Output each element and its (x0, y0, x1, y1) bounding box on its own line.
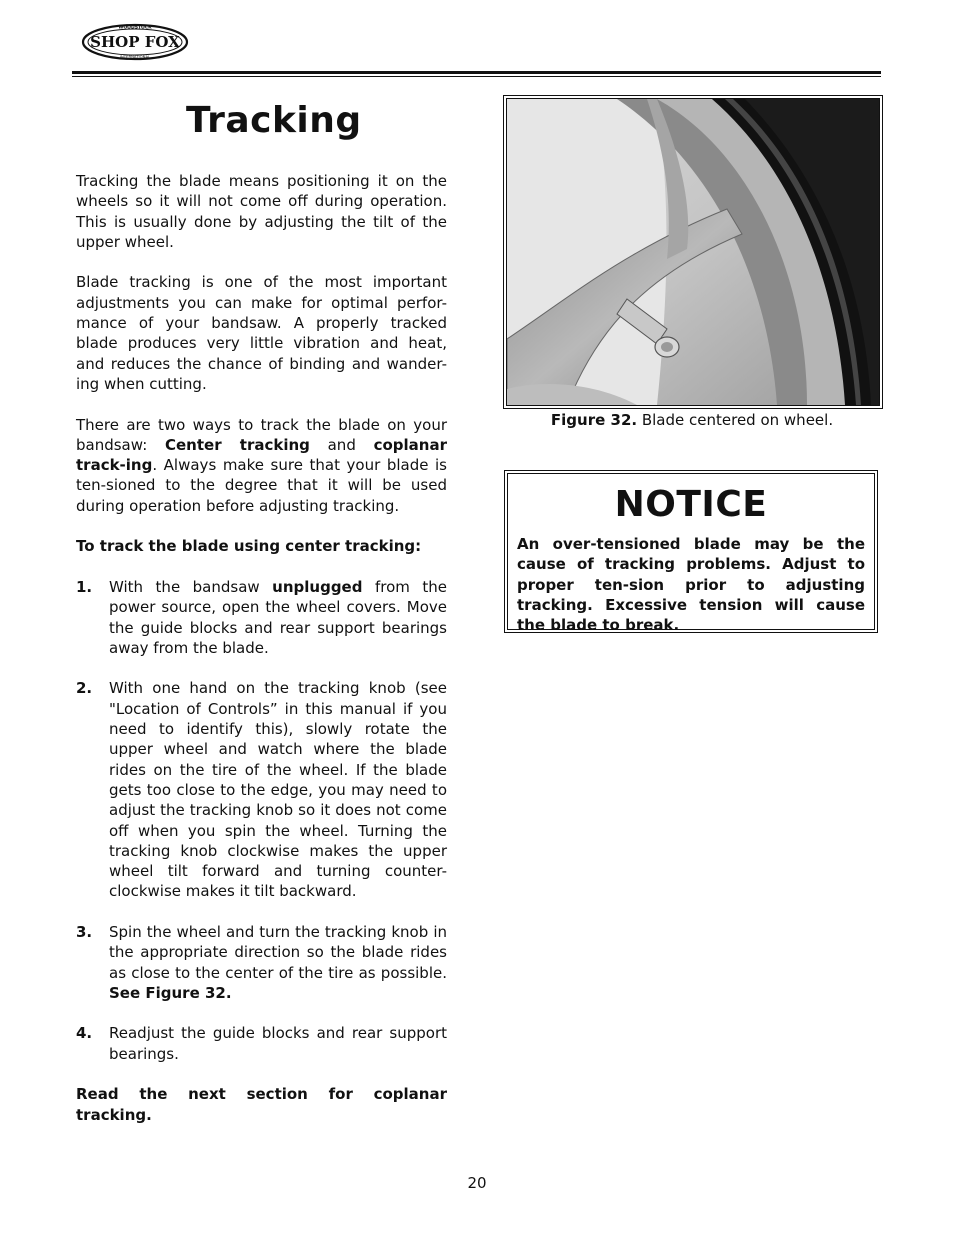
step-4 (76, 1023, 447, 1064)
svg-text:INTERNATIONAL: INTERNATIONAL (119, 54, 151, 59)
header-rule-thin (72, 76, 881, 77)
step-text: Spin the wheel and turn the tracking knob in the appropriate direction so the blade rides as close to the center of the tire as possible. See Figure 32. (109, 922, 447, 1002)
step-number: 3. (76, 922, 93, 941)
procedure-heading: To track the blade using center tracking: (76, 537, 422, 556)
step-1 (76, 577, 447, 658)
notice-title: NOTICE (614, 484, 768, 525)
step-text: With one hand on the tracking knob (see "Location of Controls” in this manual if you need to identify this), slowly rotate the upper wheel and watch where the blade rides on the tire of the wheel. If the blade gets too close to the edge, you may need to adjust the tracking knob so it does not come off when you spin the wheel. Turning the tracking knob clockwise makes the upper wheel tilt forward and turning counter-clockwise makes it tilt backward. (109, 679, 447, 901)
step-3 (76, 922, 447, 1003)
blade-on-wheel-photo (507, 99, 879, 405)
svg-text:WOODSTOCK: WOODSTOCK (118, 25, 152, 31)
closing-note: Read the next section for coplanar tracking. (76, 1085, 447, 1124)
shop-fox-logo (80, 17, 190, 65)
step-number: 2. (76, 679, 93, 698)
step-2 (76, 678, 447, 901)
step-number: 4. (76, 1024, 93, 1043)
step-text: Readjust the guide blocks and rear support bearings. (109, 1024, 447, 1063)
svg-text:SHOP FOX: SHOP FOX (90, 33, 180, 51)
notice-text: An over-tensioned blade may be the cause of tracking problems. Adjust to proper ten-sion prior to adjusting tracking. Excessive tension will cause the blade to break. (517, 535, 865, 635)
body-text-column (76, 171, 447, 1145)
intro-paragraph-3: There are two ways to track the blade on your bandsaw: Center tracking and coplanar track-ing. Always make sure that your blade is ten-sioned to the degree that it will be used during operation before adjusting tracking. (76, 415, 447, 515)
page-number: 20 (467, 1174, 487, 1192)
step-number: 1. (76, 577, 93, 596)
intro-paragraph-2: Blade tracking is one of the most important adjustments you can make for optimal perfor-mance of your bandsaw. A properly tracked blade produces very little vibration and heat, and reduces the chance of binding and wander-ing when cutting. (76, 273, 447, 393)
notice-box (504, 470, 878, 633)
figure-32-caption: Figure 32. Blade centered on wheel. (550, 411, 834, 429)
figure-32-frame (503, 95, 883, 409)
page-title: Tracking (186, 100, 362, 141)
step-text: With the bandsaw unplugged from the power source, open the wheel covers. Move the guide blocks and rear support bearings away from the blade. (109, 577, 447, 657)
intro-paragraph-1: Tracking the blade means positioning it on the wheels so it will not come off during operation. This is usually done by adjusting the tilt of the upper wheel. (76, 172, 447, 251)
header-rule (72, 71, 881, 74)
